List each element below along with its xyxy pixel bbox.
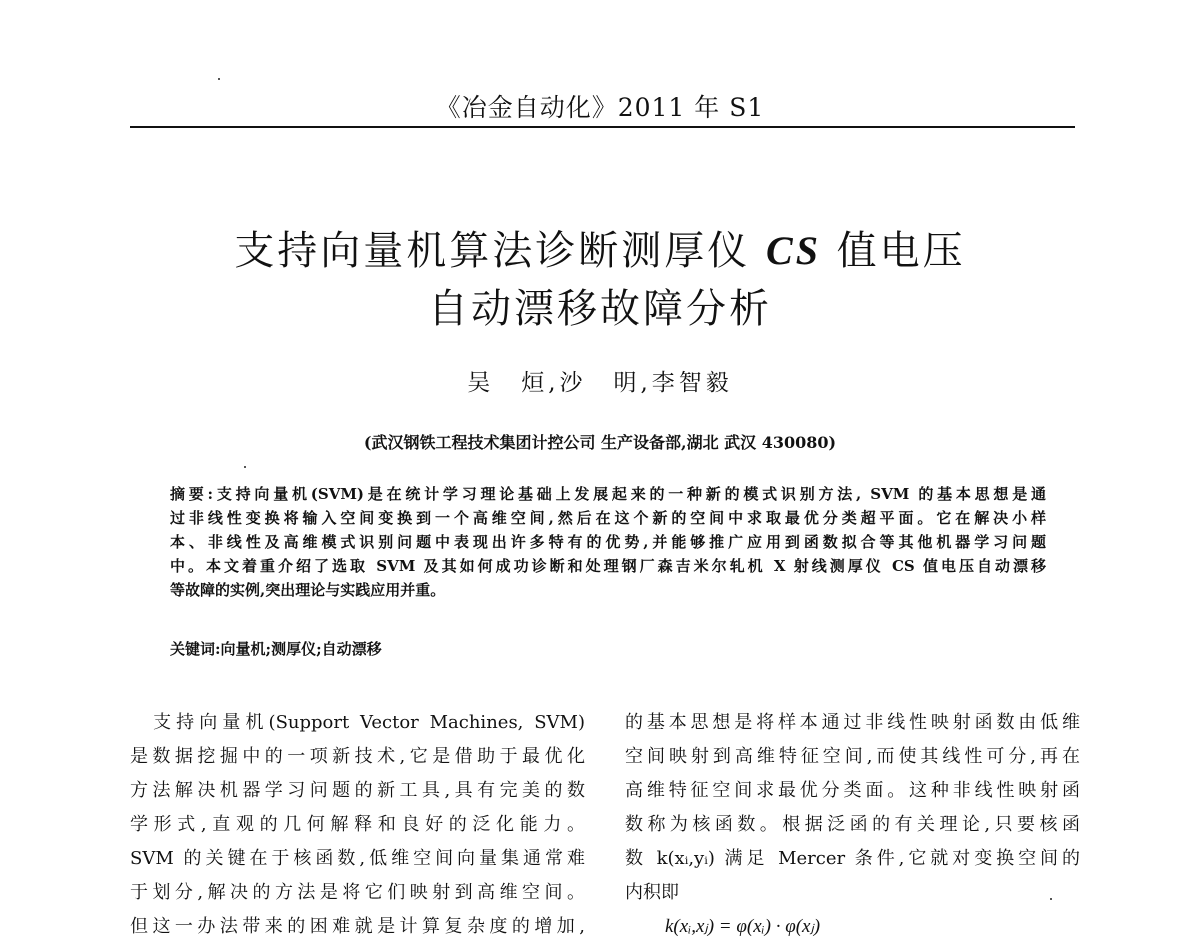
body-line: 于划分,解决的方法是将它们映射到高维空间。	[130, 882, 585, 903]
keywords: 关键词:向量机;测厚仪;自动漂移	[170, 640, 382, 658]
body-line: SVM 的关键在于核函数,低维空间向量集通常难	[130, 848, 585, 869]
title-line-1-prefix: 支持向量机算法诊断测厚仪	[234, 228, 767, 274]
body-column-left	[130, 706, 585, 944]
abstract	[170, 482, 1046, 602]
authors: 吴 烜,沙 明,李智毅	[467, 370, 733, 396]
abstract-line: 等故障的实例,突出理论与实践应用并重。	[170, 581, 446, 599]
body-line: 数称为核函数。根据泛函的有关理论,只要核函	[625, 814, 1080, 835]
kernel-formula: k(xᵢ,xⱼ) = φ(xᵢ) · φ(xⱼ)	[665, 916, 821, 937]
body-line: 学形式,直观的几何解释和良好的泛化能力。	[130, 814, 585, 835]
body-line: 方法解决机器学习问题的新工具,具有完美的数	[130, 780, 585, 801]
body-line: 高维特征空间求最优分类面。这种非线性映射函	[625, 780, 1080, 801]
title-line-1-suffix: 值电压	[820, 228, 966, 274]
paper-title	[0, 222, 1200, 338]
scan-speck	[218, 78, 220, 80]
title-cs: CS	[766, 228, 821, 273]
body-line: 空间映射到高维特征空间,而使其线性可分,再在	[625, 746, 1080, 767]
scan-speck	[244, 466, 246, 468]
body-line: 内积即	[625, 882, 679, 903]
body-column-right	[625, 706, 1080, 944]
body-line: 是数据挖掘中的一项新技术,它是借助于最优化	[130, 746, 585, 767]
abstract-line: 过非线性变换将输入空间变换到一个高维空间,然后在这个新的空间中求取最优分类超平面。它在解决小样	[170, 509, 1046, 527]
journal-header: 《冶金自动化》2011 年 S1	[435, 93, 765, 122]
body-line: 数 k(xᵢ,yᵢ) 满足 Mercer 条件,它就对变换空间的	[625, 848, 1080, 869]
abstract-line: 中。本文着重介绍了选取 SVM 及其如何成功诊断和处理钢厂森吉米尔轧机 X 射线测厚仪 CS 值电压自动漂移	[170, 557, 1046, 575]
title-line-1	[0, 222, 1200, 280]
affiliation: (武汉钢铁工程技术集团计控公司 生产设备部,湖北 武汉 430080)	[363, 433, 837, 452]
abstract-line: 本、非线性及高维模式识别问题中表现出许多特有的优势,并能够推广应用到函数拟合等其他机器学习问题	[170, 533, 1046, 551]
body-line: 的基本思想是将样本通过非线性映射函数由低维	[625, 712, 1080, 733]
body-line: 但这一办法带来的困难就是计算复杂度的增加,	[130, 916, 585, 937]
abstract-line: 摘要:支持向量机(SVM)是在统计学习理论基础上发展起来的一种新的模式识别方法, SVM 的基本思想是通	[170, 485, 1046, 503]
body-line: 支持向量机(Support Vector Machines, SVM)	[130, 712, 585, 733]
title-line-2: 自动漂移故障分析	[428, 286, 772, 332]
scan-speck	[1050, 898, 1052, 900]
header-rule	[130, 126, 1075, 128]
